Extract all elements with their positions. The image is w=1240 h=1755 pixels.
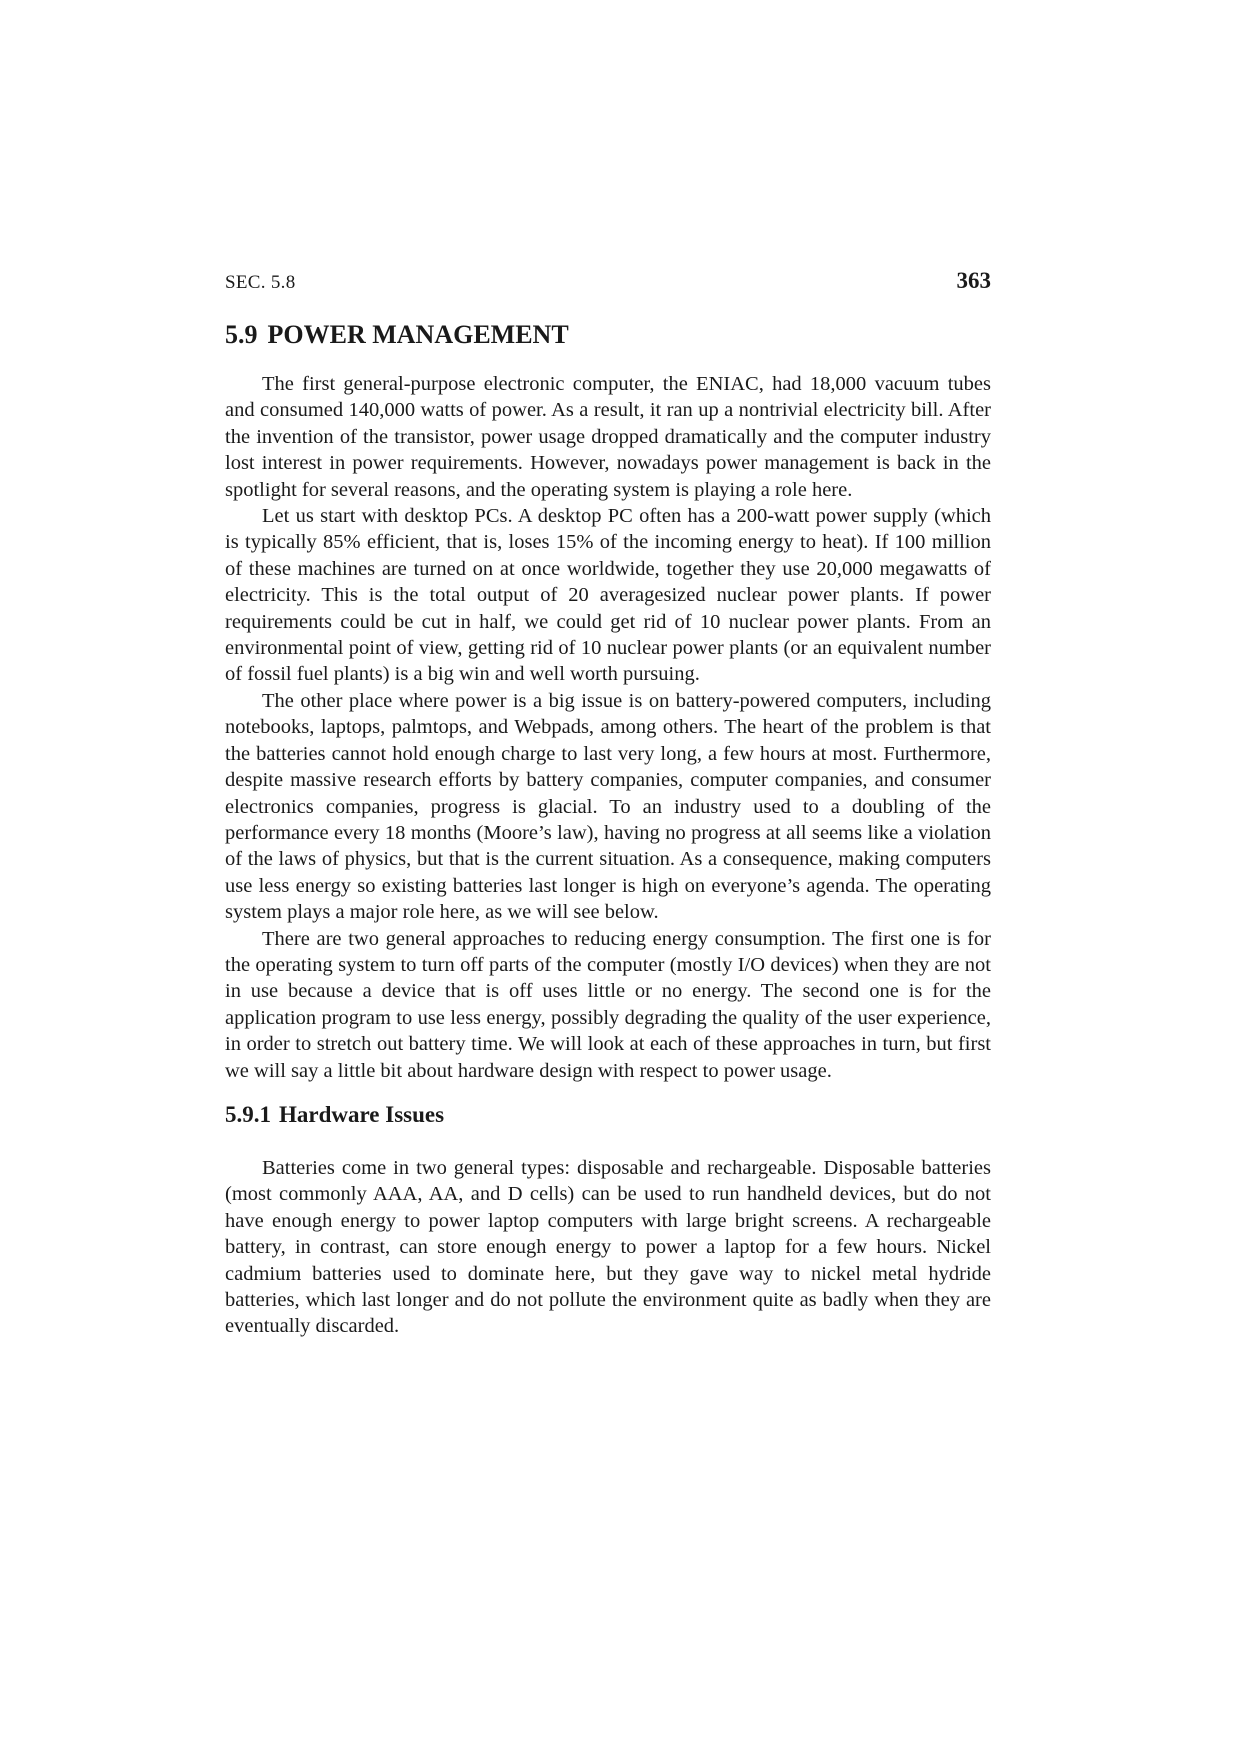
- subsection-body: [225, 1155, 991, 1340]
- section-number: 5.9: [225, 320, 258, 349]
- subsection-heading: [225, 1100, 991, 1130]
- paragraph: The first general-purpose electronic computer, the ENIAC, had 18,000 vacuum tubes and consumed 140,000 watts of power. As a result, it ran up a nontrivial electricity bill. After the invention of the transistor, power usage dropped dramatically and the computer industry lost interest in power requirements. However, nowadays power management is back in the spotlight for several reasons, and the operating system is playing a role here.: [225, 373, 991, 501]
- paragraph: The other place where power is a big issue is on battery-powered computers, including notebooks, laptops, palmtops, and Webpads, among others. The heart of the problem is that the batteries cannot hold enough charge to last very long, a few hours at most. Furthermore, despite massive research efforts by battery companies, computer companies, and consumer electronics companies, progress is glacial. To an industry used to a doubling of the performance every 18 months (Moore’s law), having no progress at all seems like a violation of the laws of physics, but that is the current situation. As a consequence, making computers use less energy so existing batteries last longer is high on everyone’s agenda. The operating system plays a major role here, as we will see below.: [225, 689, 991, 924]
- subsection-title: Hardware Issues: [279, 1101, 445, 1127]
- paragraph: There are two general approaches to reducing energy consumption. The first one is for the operating system to turn off parts of the computer (mostly I/O devices) when they are not in use because a device that is off uses little or no energy. The second one is for the application program to use less energy, possibly degrading the quality of the user experience, in order to stretch out battery time. We will look at each of these approaches in turn, but first we will say a little bit about hardware design with respect to power usage.: [225, 927, 991, 1082]
- running-head: [225, 268, 991, 302]
- book-page: [225, 268, 991, 1340]
- section-body: [225, 371, 991, 1084]
- paragraph: Batteries come in two general types: disposable and rechargeable. Disposable batteries (most commonly AAA, AA, and D cells) can be used to run handheld devices, but do not have enough energy to power laptop computers with large bright screens. A rechargeable battery, in contrast, can store enough energy to power a laptop for a few hours. Nickel cadmium batteries used to dominate here, but they gave way to nickel metal hydride batteries, which last longer and do not pollute the environment quite as badly when they are eventually discarded.: [225, 1156, 991, 1338]
- page-number: 363: [956, 268, 991, 293]
- section-label: SEC. 5.8: [225, 272, 296, 293]
- subsection-number: 5.9.1: [225, 1101, 271, 1127]
- paragraph: Let us start with desktop PCs. A desktop PC often has a 200-watt power supply (which is typically 85% efficient, that is, loses 15% of the incoming energy to heat). If 100 million of these machines are turned on at once worldwide, together they use 20,000 megawatts of electricity. This is the total output of 20 averagesized nuclear power plants. If power requirements could be cut in half, we could get rid of 10 nuclear power plants. From an environmental point of view, getting rid of 10 nuclear power plants (or an equivalent number of fossil fuel plants) is a big win and well worth pursuing.: [225, 505, 991, 686]
- section-title: POWER MANAGEMENT: [267, 320, 569, 349]
- section-heading: [225, 318, 991, 352]
